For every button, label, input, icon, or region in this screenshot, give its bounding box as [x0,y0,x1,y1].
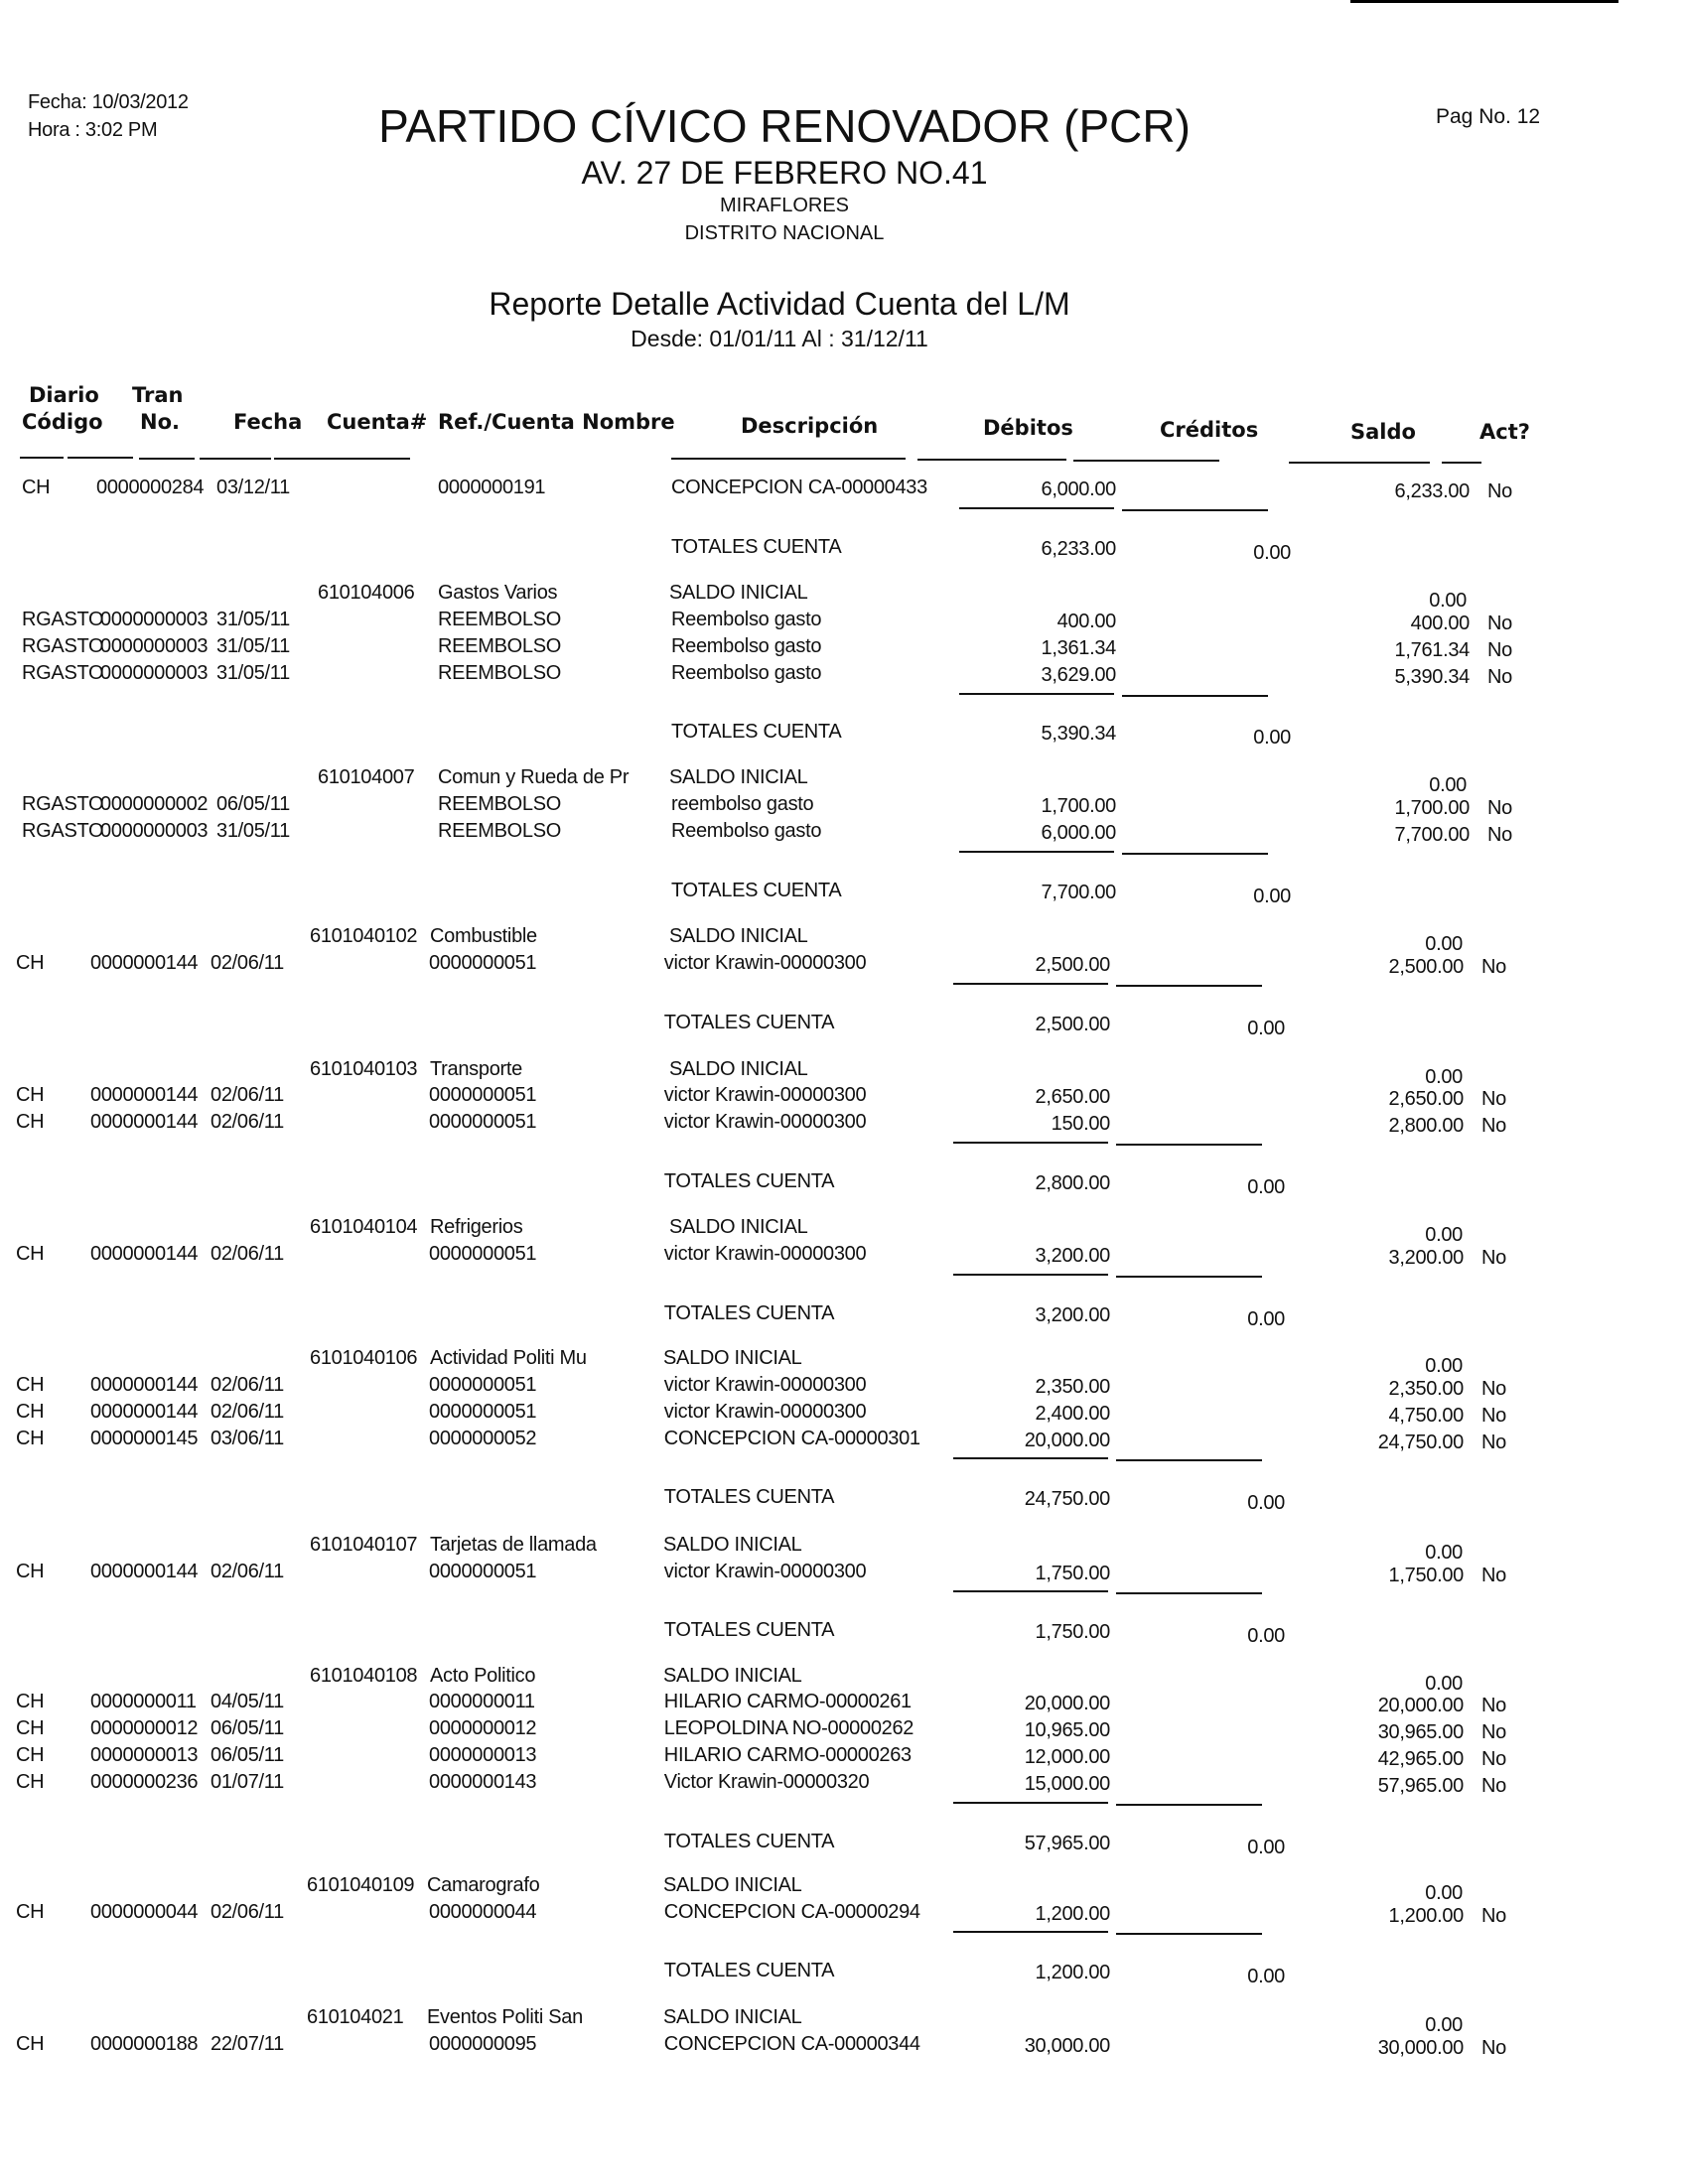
totals-label: TOTALES CUENTA [663,1301,835,1324]
totals-label: TOTALES CUENTA [663,1486,835,1509]
account-name: Actividad Politi Mu [430,1347,587,1370]
tran-no: 0000000144 [90,951,199,974]
account-name: Camarografo [427,1873,540,1896]
saldo-inicial-label: SALDO INICIAL [669,582,808,605]
tran-date: 02/06/11 [211,1243,284,1266]
total-rule [959,693,1114,695]
tran-date: 01/07/11 [211,1770,284,1793]
act-flag: No [1487,480,1512,502]
tran-no: 0000000002 [100,793,209,816]
tran-date: 02/06/11 [211,1374,284,1397]
description: HILARIO CARMO-00000261 [663,1691,912,1713]
saldo-inicial-value: 0.00 [1425,1224,1463,1247]
balance-amount: 2,500.00 [1388,955,1464,978]
tran-date: 22/07/11 [211,2032,284,2055]
total-rule [953,983,1108,985]
ref-value: REEMBOLSO [438,609,561,631]
tran-no: 0000000003 [100,634,209,657]
org-address: AV. 27 DE FEBRERO NO.41 [581,155,988,191]
account-name: Gastos Varios [438,582,558,605]
account-name: Combustible [430,925,537,948]
tran-no: 0000000284 [96,477,205,498]
description: Reembolso gasto [671,820,822,843]
account-name: Transporte [430,1057,522,1080]
balance-amount: 30,965.00 [1377,1721,1464,1744]
tran-no: 0000000011 [90,1691,197,1713]
diario-code: CH [16,1111,45,1134]
totals-label: TOTALES CUENTA [663,1619,835,1642]
col-diario: Diario [29,383,99,407]
act-flag: No [1481,1378,1506,1401]
diario-code: RGASTO [22,793,104,816]
debit-amount: 150.00 [1051,1113,1110,1136]
tran-date: 03/12/11 [216,477,290,498]
debit-amount: 20,000.00 [1024,1429,1110,1451]
diario-code: CH [16,1374,45,1397]
saldo-inicial-value: 0.00 [1425,1672,1463,1695]
saldo-inicial-label: SALDO INICIAL [669,766,808,789]
balance-amount: 2,800.00 [1388,1115,1464,1138]
total-rule [1116,1459,1262,1461]
print-date: Fecha: 10/03/2012 [28,91,189,113]
act-flag: No [1487,638,1512,661]
account-name: Tarjetas de llamada [430,1533,597,1556]
account-number: 6101040106 [310,1347,418,1370]
tran-date: 03/06/11 [211,1427,284,1449]
diario-code: CH [16,1400,45,1423]
account-name: Acto Politico [430,1664,536,1687]
balance-amount: 2,650.00 [1388,1088,1464,1111]
ref-value: 0000000051 [429,1374,537,1397]
col-tran: Tran [132,383,184,407]
ref-value: 0000000011 [429,1691,535,1713]
balance-amount: 57,965.00 [1377,1774,1464,1797]
ref-value: 0000000013 [429,1744,537,1767]
description: victor Krawin-00000300 [663,1560,867,1582]
account-name: Refrigerios [430,1216,523,1239]
description: victor Krawin-00000300 [663,1400,867,1423]
ref-value: 0000000051 [429,1111,537,1134]
ref-value: 0000000191 [438,477,546,498]
tran-date: 06/05/11 [211,1717,284,1740]
balance-amount: 5,390.34 [1394,665,1470,688]
description: Reembolso gasto [671,609,822,631]
tran-date: 31/05/11 [216,609,290,631]
description: Victor Krawin-00000320 [663,1770,870,1793]
col-cuenta: Cuenta# [327,410,428,434]
debit-amount: 1,700.00 [1041,795,1116,818]
totals-label: TOTALES CUENTA [663,1830,835,1852]
totals-label: TOTALES CUENTA [671,535,842,558]
total-debits: 5,390.34 [1041,723,1116,746]
balance-amount: 1,750.00 [1388,1564,1464,1586]
balance-amount: 20,000.00 [1377,1695,1464,1717]
description: victor Krawin-00000300 [663,1243,867,1266]
debit-amount: 2,400.00 [1035,1402,1110,1425]
description: Reembolso gasto [671,634,822,657]
act-flag: No [1481,1115,1506,1138]
total-rule [959,507,1114,509]
tran-no: 0000000012 [90,1717,199,1740]
total-rule [953,1142,1108,1144]
print-time: Hora : 3:02 PM [28,119,158,141]
total-rule [1122,695,1268,697]
tran-no: 0000000013 [90,1744,199,1767]
tran-date: 31/05/11 [216,820,290,843]
debit-amount: 1,750.00 [1035,1562,1110,1584]
tran-date: 04/05/11 [211,1691,284,1713]
total-credits: 0.00 [1253,885,1291,907]
tran-no: 0000000144 [90,1111,199,1134]
balance-amount: 42,965.00 [1377,1748,1464,1771]
act-flag: No [1487,824,1512,847]
act-flag: No [1481,1695,1506,1717]
diario-code: RGASTO [22,609,104,631]
debit-amount: 3,200.00 [1035,1245,1110,1268]
balance-amount: 30,000.00 [1377,2036,1464,2059]
act-flag: No [1487,613,1512,635]
debit-amount: 10,965.00 [1024,1719,1110,1742]
tran-no: 0000000144 [90,1084,199,1107]
col-creditos: Créditos [1160,418,1259,442]
diario-code: CH [16,1243,45,1266]
debit-amount: 6,000.00 [1041,822,1116,845]
account-name: Comun y Rueda de Pr [438,766,630,789]
saldo-inicial-value: 0.00 [1425,2014,1463,2037]
balance-amount: 2,350.00 [1388,1378,1464,1401]
diario-code: CH [16,2032,45,2055]
col-codigo: Código [22,410,103,434]
col-debitos: Débitos [983,416,1073,440]
org-city: MIRAFLORES [719,195,850,216]
total-rule [1116,1144,1262,1146]
debit-amount: 20,000.00 [1024,1693,1110,1715]
account-number: 6101040103 [310,1057,418,1080]
act-flag: No [1481,1774,1506,1797]
total-credits: 0.00 [1247,1492,1285,1515]
ref-value: REEMBOLSO [438,793,561,816]
saldo-inicial-value: 0.00 [1425,1065,1463,1088]
description: victor Krawin-00000300 [663,1111,867,1134]
total-rule [953,1590,1108,1592]
account-number: 610104006 [318,582,415,605]
tran-no: 0000000145 [90,1427,199,1449]
total-debits: 2,500.00 [1035,1013,1110,1035]
total-credits: 0.00 [1253,541,1291,564]
description: CONCEPCION CA-00000294 [663,1900,920,1923]
saldo-inicial-label: SALDO INICIAL [663,1533,802,1556]
total-credits: 0.00 [1247,1017,1285,1039]
debit-amount: 2,350.00 [1035,1376,1110,1399]
report-title: Reporte Detalle Actividad Cuenta del L/M [489,286,1070,322]
ref-value: REEMBOLSO [438,661,561,684]
total-debits: 1,200.00 [1035,1962,1110,1984]
act-flag: No [1481,1088,1506,1111]
act-flag: No [1481,1564,1506,1586]
description: reembolso gasto [671,793,814,816]
tran-date: 02/06/11 [211,1400,284,1423]
total-credits: 0.00 [1253,727,1291,750]
total-credits: 0.00 [1247,1966,1285,1988]
total-debits: 24,750.00 [1024,1488,1110,1511]
total-credits: 0.00 [1247,1836,1285,1858]
debit-amount: 2,650.00 [1035,1086,1110,1109]
total-credits: 0.00 [1247,1307,1285,1330]
totals-label: TOTALES CUENTA [663,1169,835,1192]
debit-amount: 6,000.00 [1041,478,1116,500]
diario-code: RGASTO [22,634,104,657]
total-rule [959,851,1114,853]
balance-amount: 6,233.00 [1394,480,1470,502]
total-debits: 2,800.00 [1035,1171,1110,1194]
balance-amount: 3,200.00 [1388,1247,1464,1270]
act-flag: No [1481,1904,1506,1927]
tran-no: 0000000044 [90,1900,199,1923]
ref-value: REEMBOLSO [438,820,561,843]
debit-amount: 15,000.00 [1024,1772,1110,1795]
col-descripcion: Descripción [741,414,879,438]
description: LEOPOLDINA NO-00000262 [663,1717,914,1740]
debit-amount: 400.00 [1056,611,1116,633]
tran-date: 02/06/11 [211,1084,284,1107]
total-debits: 6,233.00 [1041,537,1116,560]
act-flag: No [1481,1748,1506,1771]
act-flag: No [1481,1404,1506,1427]
ref-value: 0000000052 [429,1427,537,1449]
account-number: 6101040102 [310,925,418,948]
total-rule [1116,1276,1262,1278]
act-flag: No [1487,665,1512,688]
ref-value: 0000000051 [429,951,537,974]
tran-no: 0000000003 [100,609,209,631]
diario-code: RGASTO [22,661,104,684]
diario-code: CH [16,1717,45,1740]
balance-amount: 1,761.34 [1394,638,1470,661]
tran-no: 0000000188 [90,2032,199,2055]
total-credits: 0.00 [1247,1625,1285,1648]
tran-date: 06/05/11 [216,793,290,816]
total-rule [1116,1592,1262,1594]
col-ref: Ref./Cuenta Nombre [438,410,675,434]
total-rule [953,1931,1108,1933]
balance-amount: 24,750.00 [1377,1431,1464,1453]
ref-value: 0000000143 [429,1770,537,1793]
tran-no: 0000000144 [90,1243,199,1266]
diario-code: CH [16,951,45,974]
col-no: No. [140,410,180,434]
description: CONCEPCION CA-00000301 [663,1427,920,1449]
description: HILARIO CARMO-00000263 [663,1744,912,1767]
saldo-inicial-label: SALDO INICIAL [663,2006,802,2029]
total-rule [1122,853,1268,855]
saldo-inicial-value: 0.00 [1429,590,1467,613]
total-debits: 7,700.00 [1041,881,1116,903]
balance-amount: 7,700.00 [1394,824,1470,847]
ref-value: 0000000012 [429,1717,537,1740]
balance-amount: 400.00 [1410,613,1470,635]
diario-code: RGASTO [22,820,104,843]
debit-amount: 1,200.00 [1035,1902,1110,1925]
saldo-inicial-value: 0.00 [1425,1541,1463,1564]
act-flag: No [1481,2036,1506,2059]
diario-code: CH [16,1744,45,1767]
diario-code: CH [16,1900,45,1923]
diario-code: CH [16,1427,45,1449]
ref-value: REEMBOLSO [438,634,561,657]
saldo-inicial-label: SALDO INICIAL [669,1057,808,1080]
org-name: PARTIDO CÍVICO RENOVADOR (PCR) [378,100,1191,152]
total-debits: 57,965.00 [1024,1832,1110,1854]
balance-amount: 1,700.00 [1394,797,1470,820]
tran-date: 31/05/11 [216,661,290,684]
description: Reembolso gasto [671,661,822,684]
diario-code: CH [16,1770,45,1793]
saldo-inicial-label: SALDO INICIAL [663,1347,802,1370]
tran-date: 02/06/11 [211,951,284,974]
scan-top-rule [1350,0,1618,3]
total-debits: 3,200.00 [1035,1303,1110,1326]
tran-date: 02/06/11 [211,1111,284,1134]
total-rule [953,1802,1108,1804]
totals-label: TOTALES CUENTA [663,1011,835,1033]
debit-amount: 1,361.34 [1041,636,1116,659]
saldo-inicial-value: 0.00 [1425,1355,1463,1378]
ref-value: 0000000051 [429,1243,537,1266]
act-flag: No [1481,1721,1506,1744]
balance-amount: 4,750.00 [1388,1404,1464,1427]
total-credits: 0.00 [1247,1175,1285,1198]
ref-value: 0000000095 [429,2032,537,2055]
account-number: 610104021 [307,2006,404,2029]
tran-date: 02/06/11 [211,1900,284,1923]
tran-no: 0000000003 [100,820,209,843]
account-number: 6101040109 [307,1873,415,1896]
tran-no: 0000000144 [90,1374,199,1397]
tran-no: 0000000236 [90,1770,199,1793]
ref-value: 0000000051 [429,1084,537,1107]
tran-no: 0000000003 [100,661,209,684]
total-rule [1122,509,1268,511]
tran-date: 02/06/11 [211,1560,284,1582]
totals-label: TOTALES CUENTA [671,721,842,744]
diario-code: CH [22,477,51,498]
total-rule [1116,985,1262,987]
debit-amount: 12,000.00 [1024,1746,1110,1769]
page-number: Pag No. 12 [1436,105,1541,128]
saldo-inicial-label: SALDO INICIAL [663,1664,802,1687]
balance-amount: 1,200.00 [1388,1904,1464,1927]
org-district: DISTRITO NACIONAL [684,222,885,244]
tran-date: 06/05/11 [211,1744,284,1767]
description: CONCEPCION CA-00000344 [663,2032,920,2055]
total-rule [953,1274,1108,1276]
saldo-inicial-value: 0.00 [1425,933,1463,956]
act-flag: No [1481,1247,1506,1270]
account-number: 6101040108 [310,1664,418,1687]
total-rule [1116,1933,1262,1935]
totals-label: TOTALES CUENTA [671,879,842,901]
diario-code: CH [16,1560,45,1582]
saldo-inicial-label: SALDO INICIAL [663,1873,802,1896]
col-act: Act? [1479,420,1530,444]
totals-label: TOTALES CUENTA [663,1960,835,1982]
ref-value: 0000000051 [429,1560,537,1582]
description: victor Krawin-00000300 [663,1084,867,1107]
description: victor Krawin-00000300 [663,951,867,974]
tran-date: 31/05/11 [216,634,290,657]
debit-amount: 30,000.00 [1024,2034,1110,2057]
total-rule [953,1457,1108,1459]
saldo-inicial-value: 0.00 [1425,1881,1463,1904]
report-range: Desde: 01/01/11 Al : 31/12/11 [631,326,928,351]
act-flag: No [1487,797,1512,820]
tran-no: 0000000144 [90,1400,199,1423]
act-flag: No [1481,1431,1506,1453]
account-name: Eventos Politi San [427,2006,583,2029]
diario-code: CH [16,1084,45,1107]
col-fecha: Fecha [233,410,303,434]
diario-code: CH [16,1691,45,1713]
tran-no: 0000000144 [90,1560,199,1582]
debit-amount: 3,629.00 [1041,663,1116,686]
total-debits: 1,750.00 [1035,1621,1110,1644]
account-number: 6101040104 [310,1216,418,1239]
debit-amount: 2,500.00 [1035,953,1110,976]
ref-value: 0000000044 [429,1900,537,1923]
account-number: 610104007 [318,766,415,789]
saldo-inicial-label: SALDO INICIAL [669,925,808,948]
col-saldo: Saldo [1350,420,1416,444]
saldo-inicial-value: 0.00 [1429,774,1467,797]
description: CONCEPCION CA-00000433 [671,477,927,498]
ref-value: 0000000051 [429,1400,537,1423]
account-number: 6101040107 [310,1533,418,1556]
saldo-inicial-label: SALDO INICIAL [669,1216,808,1239]
act-flag: No [1481,955,1506,978]
total-rule [1116,1804,1262,1806]
description: victor Krawin-00000300 [663,1374,867,1397]
